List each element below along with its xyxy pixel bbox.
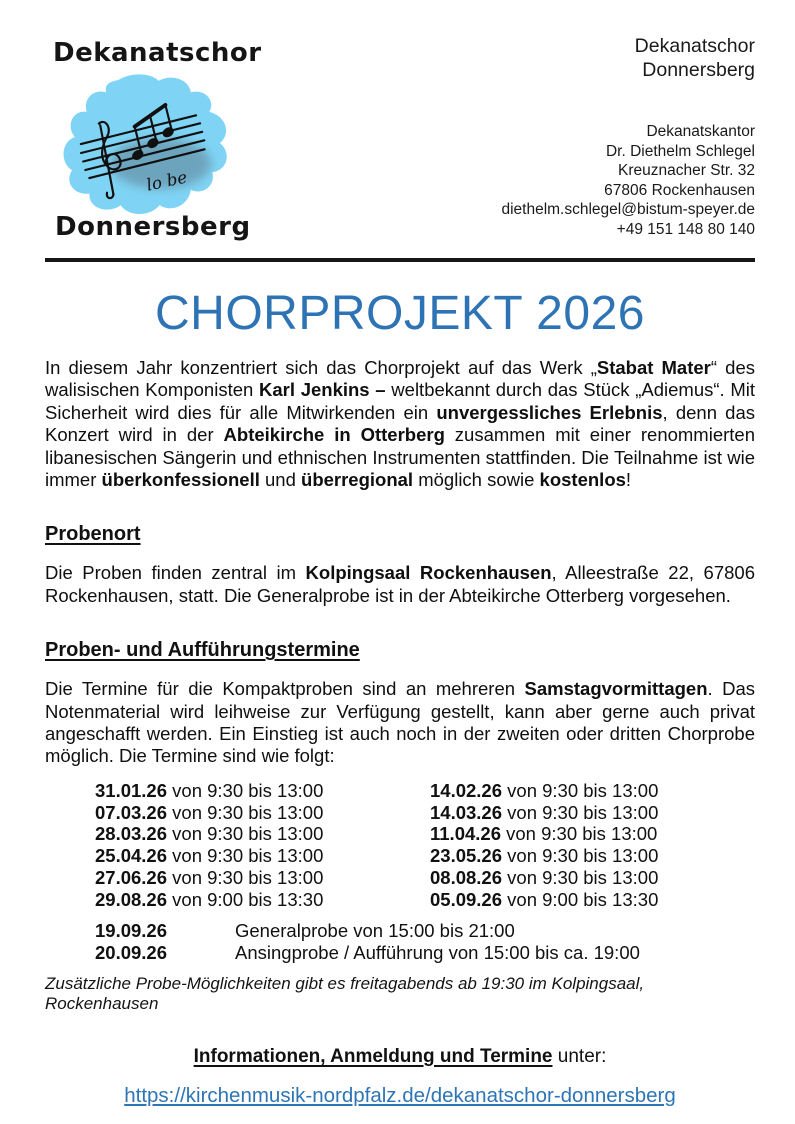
org-name-line2: Donnersberg <box>642 59 755 81</box>
contact-phone: +49 151 148 80 140 <box>616 220 755 238</box>
info-line-bold: Informationen, Anmeldung und Termine <box>193 1045 553 1067</box>
schedule-cell <box>45 889 380 911</box>
rehearsal-date: 23.05.26 <box>430 845 503 867</box>
rehearsal-time: von 9:00 bis 13:30 <box>507 888 659 910</box>
contact-email: diethelm.schlegel@bistum-speyer.de <box>501 201 755 218</box>
schedule-row <box>45 823 755 845</box>
probenort-paragraph: Die Proben finden zentral im Kolpingsaal Rockenhausen, Alleestraße 22, 67806 Rockenhausen, statt. Die Generalprobe ist in der Abteikirche Otterberg vorgesehen. <box>45 562 755 606</box>
rehearsal-date: 27.06.26 <box>95 867 168 889</box>
contact-person: Dr. Diethelm Schlegel <box>605 142 755 160</box>
schedule-row <box>45 889 755 911</box>
org-name-line1: Dekanatschor <box>634 35 755 57</box>
schedule-cell <box>380 845 658 867</box>
rehearsal-date: 05.09.26 <box>430 888 503 910</box>
rehearsal-date: 28.03.26 <box>95 823 168 845</box>
section-heading-probenort: Probenort <box>45 523 141 546</box>
rehearsal-date: 29.08.26 <box>95 888 168 910</box>
schedule-row <box>45 867 755 889</box>
rehearsal-time: von 9:30 bis 13:00 <box>507 801 659 823</box>
rehearsal-time: von 9:30 bis 13:00 <box>172 801 324 823</box>
schedule-cell <box>380 802 658 824</box>
schedule-row <box>45 780 755 802</box>
rehearsal-date: 07.03.26 <box>95 801 168 823</box>
final-event-row <box>45 920 755 942</box>
schedule-row <box>45 802 755 824</box>
schedule-cell <box>45 823 380 845</box>
intro-paragraph: In diesem Jahr konzentriert sich das Chorprojekt auf das Werk „Stabat Mater“ des walisischen Komponisten Karl Jenkins – weltbekannt durch das Stück „Adiemus“. Mit Sicherheit wird dies für alle Mitwirkenden ein unvergessliches Erlebnis, denn das Konzert wird in der Abteikirche in Otterberg zusammen mit einer renommierten libanesischen Sängerin und ethnischen Instrumenten stattfinden. Die Teilnahme ist wie immer überkonfessionell und überregional möglich sowie kostenlos! <box>45 357 756 491</box>
schedule-row <box>45 845 755 867</box>
rehearsal-date: 31.01.26 <box>95 779 168 801</box>
schedule-cell <box>45 802 380 824</box>
rehearsal-date: 14.03.26 <box>430 801 503 823</box>
info-line-rest: unter: <box>552 1045 607 1067</box>
schedule-cell <box>380 889 658 911</box>
contact-city: 67806 Rockenhausen <box>604 181 755 199</box>
info-line <box>45 1046 755 1068</box>
sender-address-block <box>501 24 755 239</box>
final-event-date: 20.09.26 <box>95 941 168 963</box>
schedule-cell <box>45 780 380 802</box>
final-event-row <box>45 942 755 964</box>
registration-link-line <box>45 1084 755 1108</box>
rehearsal-time: von 9:00 bis 13:30 <box>172 888 324 910</box>
rehearsal-time: von 9:30 bis 13:00 <box>506 823 658 845</box>
logo-bottom-label: Donnersberg <box>55 212 251 242</box>
district-map-music-logo <box>57 70 235 216</box>
rehearsal-date: 25.04.26 <box>95 845 168 867</box>
termine-paragraph: Die Termine für die Kompaktproben sind an mehreren Samstagvormittagen. Das Notenmaterial wird leihweise zur Verfügung gestellt, kann aber gerne auch privat angeschafft werden. Ein Einstieg ist auch noch in der zweiten oder dritten Chorprobe möglich. Die Termine sind wie folgt: <box>45 678 755 767</box>
rehearsal-time: von 9:30 bis 13:00 <box>172 867 324 889</box>
section-heading-termine: Proben- und Aufführungstermine <box>45 639 360 662</box>
rehearsal-schedule <box>45 780 755 911</box>
extra-rehearsal-note: Zusätzliche Probe-Möglichkeiten gibt es freitagabends ab 19:30 im Kolpingsaal, Rockenhausen <box>45 973 645 1013</box>
final-event-desc: Generalprobe von 15:00 bis 21:00 <box>235 919 515 941</box>
contact-street: Kreuznacher Str. 32 <box>618 162 755 179</box>
logo-top-label: Dekanatschor <box>53 38 262 68</box>
schedule-cell <box>45 867 380 889</box>
registration-link[interactable]: https://kirchenmusik-nordpfalz.de/dekanatschor-donnersberg <box>124 1083 676 1107</box>
final-event-date: 19.09.26 <box>95 919 168 941</box>
contact-role: Dekanatskantor <box>646 123 755 140</box>
rehearsal-time: von 9:30 bis 13:00 <box>172 845 324 867</box>
final-events <box>45 920 755 964</box>
rehearsal-date: 08.08.26 <box>430 867 503 889</box>
schedule-cell <box>380 780 658 802</box>
choir-logo <box>45 24 262 242</box>
logo-flourish-text: lo be <box>144 167 189 195</box>
rehearsal-date: 11.04.26 <box>430 823 501 845</box>
header-divider <box>45 258 755 262</box>
rehearsal-time: von 9:30 bis 13:00 <box>507 867 659 889</box>
rehearsal-time: von 9:30 bis 13:00 <box>507 845 659 867</box>
rehearsal-time: von 9:30 bis 13:00 <box>172 823 324 845</box>
rehearsal-time: von 9:30 bis 13:00 <box>172 779 324 801</box>
letterhead <box>45 24 755 242</box>
schedule-cell <box>380 823 657 845</box>
rehearsal-date: 14.02.26 <box>430 779 503 801</box>
contact-block <box>501 122 755 239</box>
schedule-cell <box>45 845 380 867</box>
final-event-desc: Ansingprobe / Aufführung von 15:00 bis ca. 19:00 <box>235 941 640 963</box>
schedule-cell <box>380 867 658 889</box>
page-title: CHORPROJEKT 2026 <box>155 287 645 340</box>
rehearsal-time: von 9:30 bis 13:00 <box>507 779 659 801</box>
